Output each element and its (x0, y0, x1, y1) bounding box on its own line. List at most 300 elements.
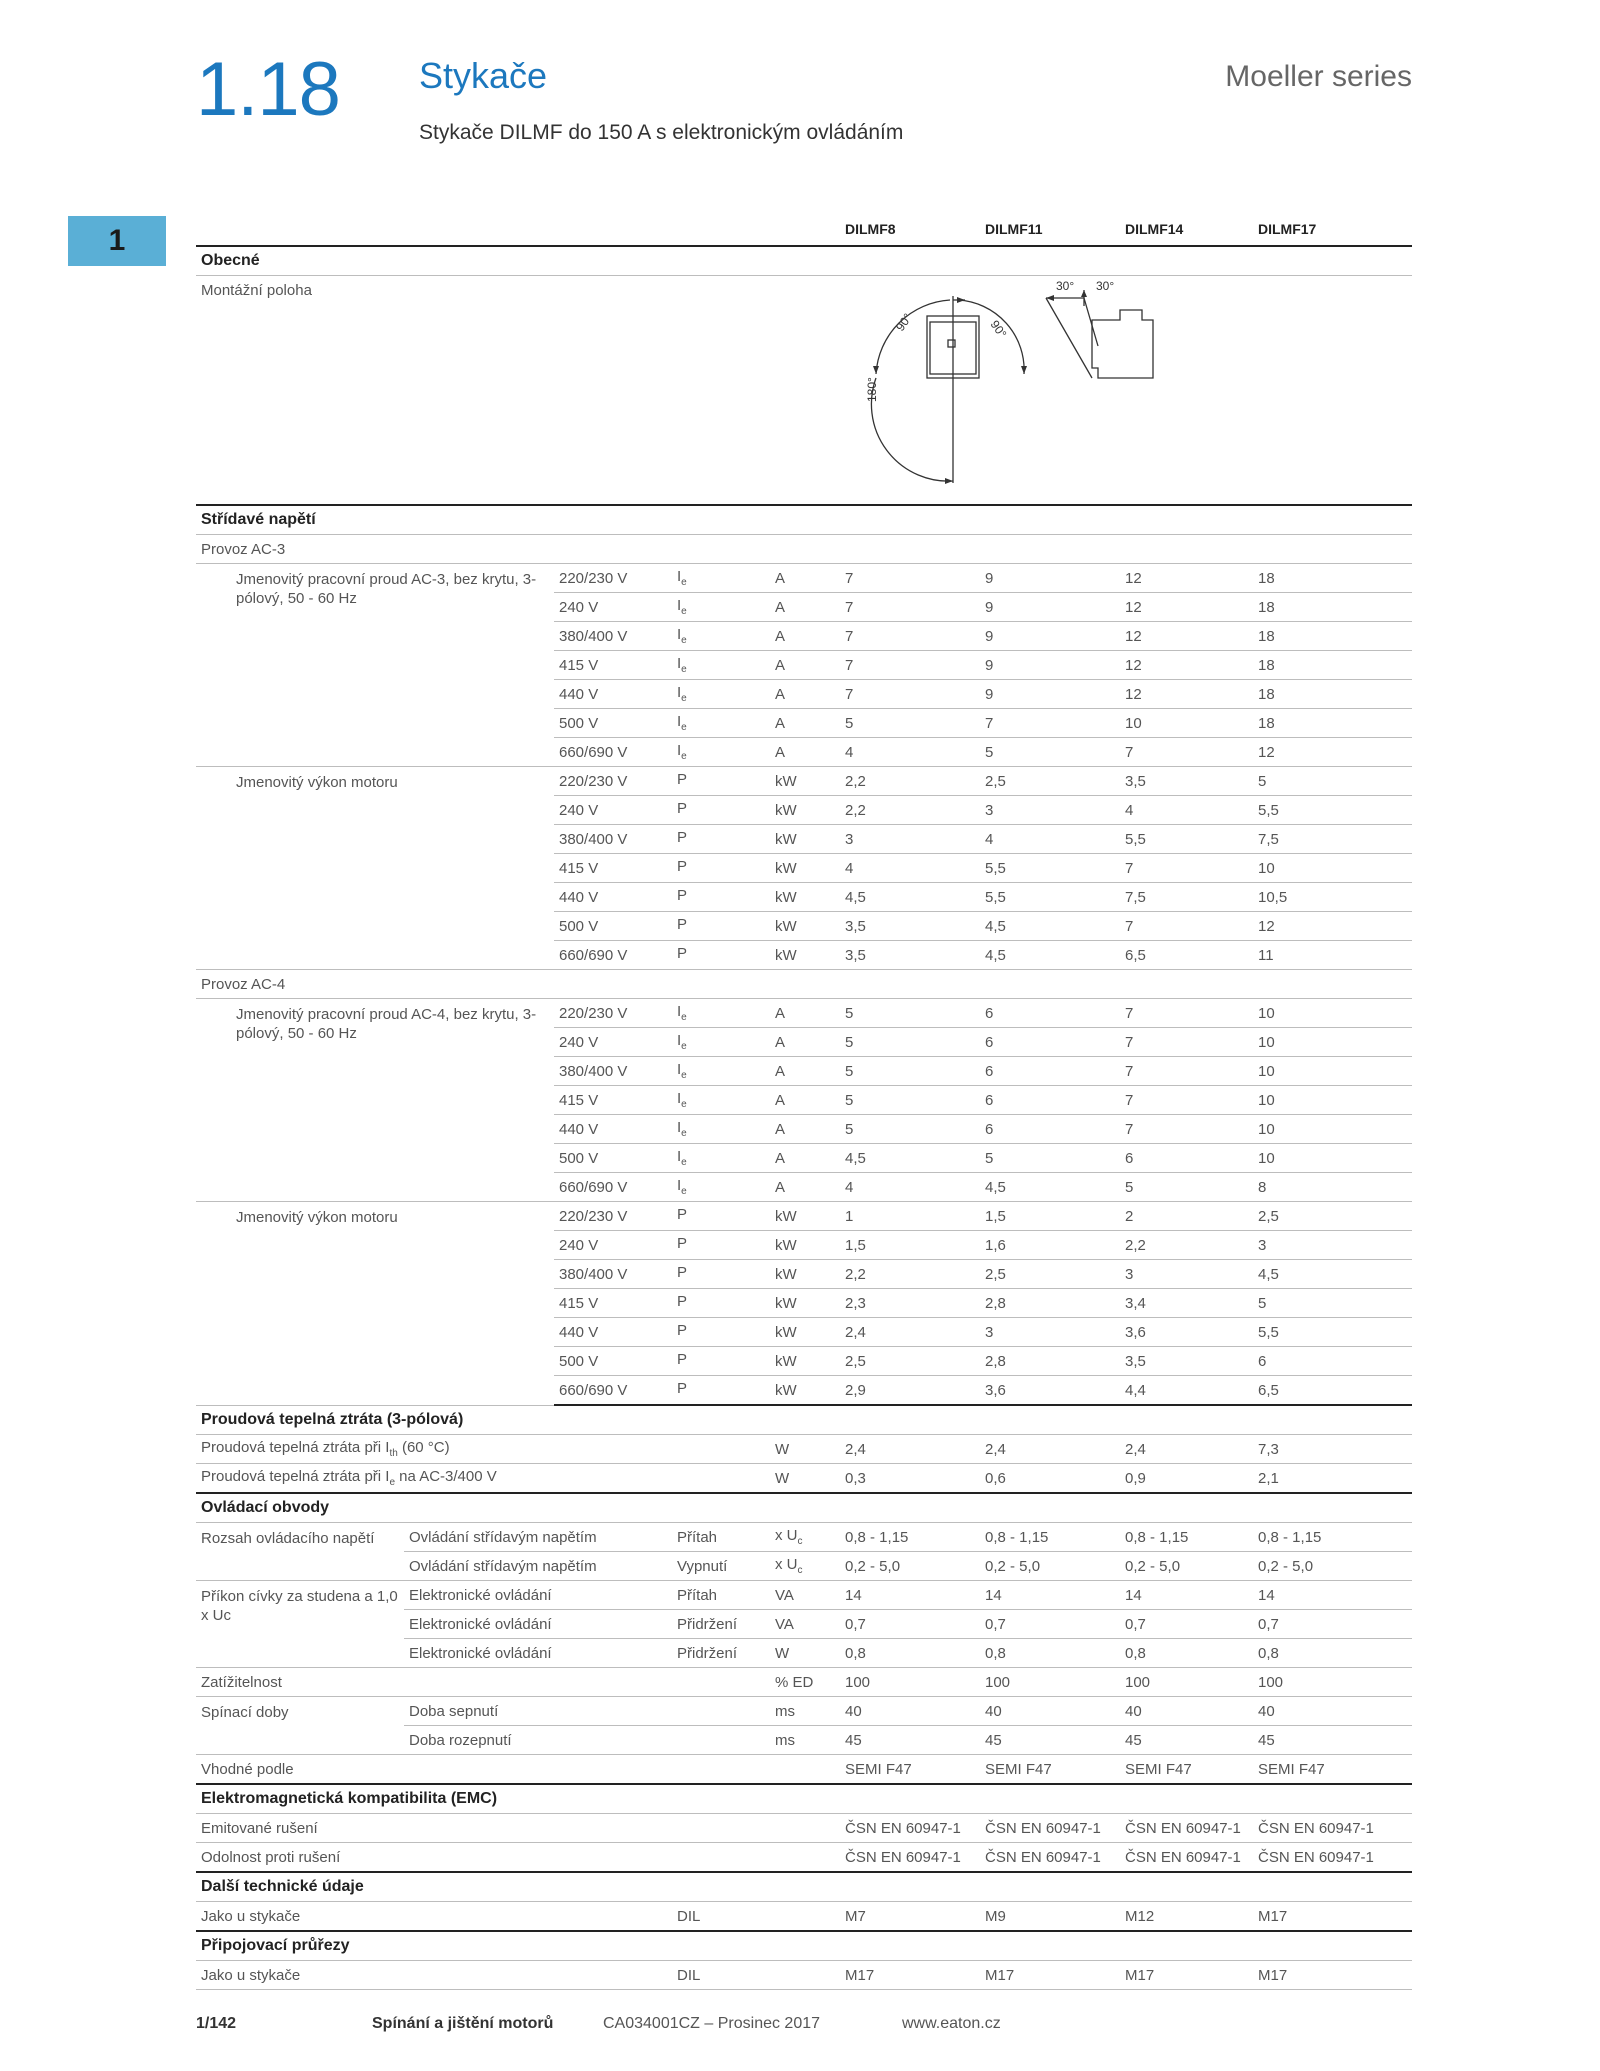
value-cell: 5,5 (980, 854, 1120, 883)
unit-cell: A (770, 1086, 840, 1115)
value-cell: 5,5 (1253, 796, 1412, 825)
symbol-subscript: e (681, 1099, 687, 1110)
value-cell: 10,5 (1253, 883, 1412, 912)
voltage-cell: 440 V (554, 1318, 672, 1347)
value-cell: 5,5 (1120, 825, 1253, 854)
contactor-window-shape (948, 340, 955, 347)
row-label: Rozsah ovládacího napětí (196, 1523, 404, 1581)
value-cell: 7 (1120, 912, 1253, 941)
value-cell: 2,2 (840, 796, 980, 825)
value-cell: ČSN EN 60947-1 (1120, 1843, 1253, 1873)
value-cell: 40 (1120, 1697, 1253, 1726)
value-cell: 2,5 (980, 1260, 1120, 1289)
value-cell: 7 (1120, 1115, 1253, 1144)
unit-cell: kW (770, 767, 840, 796)
value-cell: 4 (840, 738, 980, 767)
value-cell: 5 (840, 999, 980, 1028)
voltage-cell: 660/690 V (554, 1173, 672, 1202)
value-cell: 7 (840, 680, 980, 709)
symbol-subscript: e (681, 1186, 687, 1197)
value-cell: 4 (840, 1173, 980, 1202)
voltage-cell: 240 V (554, 1028, 672, 1057)
value-cell: 3 (980, 1318, 1120, 1347)
value-cell: 0,7 (980, 1610, 1120, 1639)
symbol-cell (672, 1260, 770, 1289)
value-cell: 4,5 (980, 1173, 1120, 1202)
value-cell: 0,8 - 1,15 (1253, 1523, 1412, 1552)
voltage-cell: 660/690 V (554, 941, 672, 970)
unit-cell: ms (770, 1726, 840, 1755)
state-cell: Přítah (672, 1523, 770, 1552)
value-cell: 6,5 (1120, 941, 1253, 970)
value-cell: 5 (840, 1115, 980, 1144)
value-cell: 5 (840, 1057, 980, 1086)
symbol-cell (672, 738, 770, 767)
symbol-text: I (677, 1003, 682, 1020)
value-cell: M9 (980, 1902, 1120, 1932)
value-cell: 100 (1253, 1668, 1412, 1697)
symbol-cell (672, 1057, 770, 1086)
voltage-cell: 220/230 V (554, 999, 672, 1028)
unit-cell: ms (770, 1697, 840, 1726)
voltage-cell: 500 V (554, 1347, 672, 1376)
value-cell: 3,5 (840, 912, 980, 941)
description-cell: Doba sepnutí (404, 1697, 770, 1726)
value-cell: 0,8 (1253, 1639, 1412, 1668)
voltage-cell: 500 V (554, 1144, 672, 1173)
type-cell: DIL (672, 1961, 840, 1990)
value-cell: 5 (1253, 767, 1412, 796)
row-label: Jako u stykače (196, 1902, 672, 1932)
unit-cell: kW (770, 912, 840, 941)
row-label: Vhodné podle (196, 1755, 840, 1785)
value-cell: 3,6 (980, 1376, 1120, 1406)
symbol-subscript: e (681, 1070, 687, 1081)
row-label: Odolnost proti rušení (196, 1843, 840, 1873)
value-cell: 18 (1253, 564, 1412, 593)
label-subscript: th (389, 1448, 398, 1459)
value-cell: 4,5 (840, 883, 980, 912)
symbol-text: I (677, 655, 682, 672)
unit-cell: A (770, 622, 840, 651)
table-row (196, 1581, 1412, 1610)
symbol-text: P (677, 1206, 688, 1223)
symbol-text: P (677, 800, 688, 817)
symbol-text: I (677, 1090, 682, 1107)
value-cell: ČSN EN 60947-1 (980, 1843, 1120, 1873)
symbol-subscript: c (797, 1565, 803, 1576)
value-cell: 18 (1253, 709, 1412, 738)
symbol-subscript: e (681, 722, 687, 733)
table-row (196, 1961, 1412, 1990)
table-row (196, 1668, 1412, 1697)
value-cell: 5 (980, 738, 1120, 767)
voltage-cell: 240 V (554, 796, 672, 825)
table-row (196, 1202, 1412, 1231)
value-cell: 10 (1253, 854, 1412, 883)
value-cell: 12 (1253, 738, 1412, 767)
footer-document: CA034001CZ – Prosinec 2017 (603, 2015, 821, 2032)
value-cell: 2,3 (840, 1289, 980, 1318)
symbol-text: P (677, 1380, 688, 1397)
symbol-text: P (677, 1235, 688, 1252)
symbol-cell (672, 709, 770, 738)
page-subtitle: Stykače DILMF do 150 A s elektronickým ovládáním (419, 121, 904, 144)
value-cell: 0,8 - 1,15 (840, 1523, 980, 1552)
unit-cell: VA (770, 1610, 840, 1639)
value-cell: 6 (980, 1086, 1120, 1115)
value-cell: 2,4 (840, 1435, 980, 1464)
symbol-subscript: e (681, 751, 687, 762)
value-cell: 40 (840, 1697, 980, 1726)
voltage-cell: 380/400 V (554, 1260, 672, 1289)
symbol-text: I (677, 626, 682, 643)
section-row (196, 1872, 1412, 1902)
unit-cell: W (770, 1435, 840, 1464)
voltage-cell: 500 V (554, 709, 672, 738)
section-heading: Další technické údaje (196, 1872, 1412, 1902)
mounting-label: Montážní poloha (196, 276, 840, 506)
unit-cell: kW (770, 941, 840, 970)
unit-cell: kW (770, 854, 840, 883)
description-cell: Ovládání střídavým napětím (404, 1523, 672, 1552)
unit-cell: kW (770, 1376, 840, 1406)
table-row (196, 970, 1412, 999)
unit-cell: A (770, 651, 840, 680)
value-cell: M7 (840, 1902, 980, 1932)
value-cell: 7 (840, 564, 980, 593)
unit-cell: kW (770, 796, 840, 825)
value-cell: 3 (840, 825, 980, 854)
value-cell: 4 (1120, 796, 1253, 825)
value-cell: 6 (980, 1115, 1120, 1144)
value-cell: 0,8 - 1,15 (1120, 1523, 1253, 1552)
value-cell: M17 (1120, 1961, 1253, 1990)
rotation-arc-bottom (871, 378, 953, 481)
value-cell: 4,5 (1253, 1260, 1412, 1289)
symbol-cell (672, 1115, 770, 1144)
rotation-arc-right (958, 300, 1024, 374)
table-row (196, 767, 1412, 796)
symbol-text: I (677, 1148, 682, 1165)
mounting-row (196, 276, 1412, 506)
unit-cell: kW (770, 825, 840, 854)
value-cell: 3,5 (1120, 767, 1253, 796)
value-cell: SEMI F47 (1253, 1755, 1412, 1785)
voltage-cell: 440 V (554, 883, 672, 912)
symbol-cell (672, 1318, 770, 1347)
row-label: Spínací doby (196, 1697, 404, 1755)
value-cell: 0,7 (840, 1610, 980, 1639)
tilt-label-left: 30° (1056, 279, 1075, 293)
value-cell: 8 (1253, 1173, 1412, 1202)
column-header-row (196, 213, 1412, 246)
value-cell: 100 (980, 1668, 1120, 1697)
symbol-cell (672, 825, 770, 854)
contactor-side-shape (1092, 310, 1153, 378)
symbol-cell (672, 593, 770, 622)
value-cell: 0,2 - 5,0 (1120, 1552, 1253, 1581)
unit-cell: kW (770, 1231, 840, 1260)
value-cell: M17 (1253, 1902, 1412, 1932)
value-cell: 45 (840, 1726, 980, 1755)
voltage-cell: 660/690 V (554, 738, 672, 767)
description-cell: Elektronické ovládání (404, 1610, 672, 1639)
table-row (196, 1843, 1412, 1873)
voltage-cell: 220/230 V (554, 564, 672, 593)
value-cell: 7 (1120, 738, 1253, 767)
value-cell: 0,3 (840, 1464, 980, 1494)
value-cell: SEMI F47 (980, 1755, 1120, 1785)
value-cell: 2,2 (840, 767, 980, 796)
voltage-cell: 380/400 V (554, 1057, 672, 1086)
value-cell: 7 (980, 709, 1120, 738)
symbol-text: I (677, 1177, 682, 1194)
value-cell: M17 (980, 1961, 1120, 1990)
rotation-arc-left (876, 300, 950, 374)
unit-cell: A (770, 564, 840, 593)
unit-cell: W (770, 1639, 840, 1668)
voltage-cell: 415 V (554, 1289, 672, 1318)
value-cell: 3 (1253, 1231, 1412, 1260)
value-cell: M12 (1120, 1902, 1253, 1932)
angle-label-left: 90° (892, 310, 915, 334)
unit-cell: % ED (770, 1668, 840, 1697)
symbol-text: P (677, 1322, 688, 1339)
mounting-position-diagram (840, 276, 1340, 498)
description-cell: Elektronické ovládání (404, 1639, 672, 1668)
value-cell: 14 (980, 1581, 1120, 1610)
value-cell: ČSN EN 60947-1 (840, 1843, 980, 1873)
value-cell: 6 (1120, 1144, 1253, 1173)
symbol-subscript: e (681, 1157, 687, 1168)
description-cell: Elektronické ovládání (404, 1581, 672, 1610)
value-cell: 3,6 (1120, 1318, 1253, 1347)
value-cell: 0,8 (980, 1639, 1120, 1668)
voltage-cell: 415 V (554, 651, 672, 680)
value-cell: 1,5 (840, 1231, 980, 1260)
value-cell: 10 (1253, 1144, 1412, 1173)
section-heading: Elektromagnetická kompatibilita (EMC) (196, 1784, 1412, 1814)
value-cell: 3 (980, 796, 1120, 825)
description-cell: Ovládání střídavým napětím (404, 1552, 672, 1581)
symbol-subscript: e (681, 693, 687, 704)
value-cell: 3,5 (1120, 1347, 1253, 1376)
value-cell: 9 (980, 593, 1120, 622)
value-cell: SEMI F47 (1120, 1755, 1253, 1785)
value-cell: 1,6 (980, 1231, 1120, 1260)
value-cell: 14 (1120, 1581, 1253, 1610)
voltage-cell: 240 V (554, 593, 672, 622)
symbol-subscript: e (681, 577, 687, 588)
symbol-text: P (677, 916, 688, 933)
value-cell: 2,5 (1253, 1202, 1412, 1231)
section-row (196, 505, 1412, 535)
value-cell: 9 (980, 564, 1120, 593)
value-cell: 7,5 (1253, 825, 1412, 854)
value-cell: 2,4 (840, 1318, 980, 1347)
value-cell: ČSN EN 60947-1 (1120, 1814, 1253, 1843)
value-cell: SEMI F47 (840, 1755, 980, 1785)
value-cell: 18 (1253, 651, 1412, 680)
value-cell: 6,5 (1253, 1376, 1412, 1406)
value-cell: 10 (1253, 1115, 1412, 1144)
footer-topic: Spínání a jištění motorů (372, 2015, 554, 2032)
value-cell: 7 (840, 622, 980, 651)
section-heading: Připojovací průřezy (196, 1931, 1412, 1961)
row-label: Jako u stykače (196, 1961, 672, 1990)
value-cell: 4,5 (980, 912, 1120, 941)
value-cell: 0,2 - 5,0 (1253, 1552, 1412, 1581)
spec-table (196, 213, 1412, 1990)
unit-cell: kW (770, 1318, 840, 1347)
unit-cell: kW (770, 1347, 840, 1376)
value-cell: 2,8 (980, 1347, 1120, 1376)
symbol-text: P (677, 858, 688, 875)
value-cell: 18 (1253, 622, 1412, 651)
value-cell: 10 (1253, 1057, 1412, 1086)
symbol-text: P (677, 1351, 688, 1368)
column-header: DILMF8 (840, 213, 980, 246)
symbol-cell (672, 1144, 770, 1173)
symbol-cell (672, 767, 770, 796)
state-cell: Vypnutí (672, 1552, 770, 1581)
footer-website[interactable]: www.eaton.cz (902, 2015, 1001, 2032)
value-cell: 6 (980, 1028, 1120, 1057)
value-cell: 0,7 (1253, 1610, 1412, 1639)
value-cell: 3,5 (840, 941, 980, 970)
value-cell: 40 (980, 1697, 1120, 1726)
value-cell: ČSN EN 60947-1 (840, 1814, 980, 1843)
column-header: DILMF14 (1120, 213, 1253, 246)
table-row (196, 1697, 1412, 1726)
symbol-cell (672, 1231, 770, 1260)
table-row (196, 1435, 1412, 1464)
state-cell: Přítah (672, 1581, 770, 1610)
symbol-cell (672, 1289, 770, 1318)
value-cell: 7 (1120, 1028, 1253, 1057)
value-cell: 14 (1253, 1581, 1412, 1610)
unit-cell: A (770, 709, 840, 738)
chapter-tab[interactable]: 1 (68, 216, 166, 266)
value-cell: 4,5 (980, 941, 1120, 970)
value-cell: 14 (840, 1581, 980, 1610)
value-cell: ČSN EN 60947-1 (980, 1814, 1120, 1843)
section-heading: Obecné (196, 246, 1412, 276)
value-cell: 12 (1253, 912, 1412, 941)
series-label: Moeller series (1225, 60, 1412, 93)
value-cell: 5 (840, 1086, 980, 1115)
state-cell: Přidržení (672, 1639, 770, 1668)
table-row (196, 1523, 1412, 1552)
value-cell: 6 (1253, 1347, 1412, 1376)
value-cell: 2,5 (840, 1347, 980, 1376)
row-label: Zatížitelnost (196, 1668, 770, 1697)
symbol-subscript: e (681, 1128, 687, 1139)
unit-cell: A (770, 1057, 840, 1086)
mounting-diagram (840, 276, 1412, 506)
value-cell: 0,8 - 1,15 (980, 1523, 1120, 1552)
symbol-text: I (677, 742, 682, 759)
symbol-text: x U (775, 1556, 798, 1573)
value-cell: 0,8 (1120, 1639, 1253, 1668)
voltage-cell: 380/400 V (554, 825, 672, 854)
value-cell: 9 (980, 651, 1120, 680)
voltage-cell: 440 V (554, 680, 672, 709)
unit-cell: A (770, 1144, 840, 1173)
symbol-subscript: c (797, 1536, 803, 1547)
symbol-text: x U (775, 1527, 798, 1544)
voltage-cell: 660/690 V (554, 1376, 672, 1406)
symbol-cell (672, 999, 770, 1028)
row-label (196, 1435, 770, 1464)
section-heading: Proudová tepelná ztráta (3-pólová) (196, 1405, 1412, 1435)
voltage-cell: 220/230 V (554, 1202, 672, 1231)
symbol-text: I (677, 597, 682, 614)
value-cell: 6 (980, 1057, 1120, 1086)
value-cell: 0,2 - 5,0 (840, 1552, 980, 1581)
symbol-text: I (677, 713, 682, 730)
symbol-text: P (677, 945, 688, 962)
unit-cell: kW (770, 1202, 840, 1231)
value-cell: 1,5 (980, 1202, 1120, 1231)
value-cell: 7 (1120, 999, 1253, 1028)
row-label: Jmenovitý výkon motoru (196, 767, 554, 970)
symbol-cell (672, 1202, 770, 1231)
row-label: Emitované rušení (196, 1814, 840, 1843)
symbol-text: I (677, 1032, 682, 1049)
voltage-cell: 380/400 V (554, 622, 672, 651)
value-cell: 5 (980, 1144, 1120, 1173)
row-label: Jmenovitý pracovní proud AC-3, bez krytu, 3-pólový, 50 - 60 Hz (196, 564, 554, 767)
value-cell: 5 (840, 1028, 980, 1057)
value-cell: 12 (1120, 680, 1253, 709)
unit-cell (770, 1523, 840, 1552)
footer-page-number: 1/142 (196, 2015, 237, 2032)
value-cell: 10 (1253, 1086, 1412, 1115)
symbol-text: P (677, 771, 688, 788)
value-cell: 100 (1120, 1668, 1253, 1697)
value-cell: 2,9 (840, 1376, 980, 1406)
row-label (196, 1464, 770, 1494)
symbol-cell (672, 622, 770, 651)
label-text: (60 °C) (397, 1439, 450, 1456)
unit-cell: A (770, 738, 840, 767)
section-row (196, 1493, 1412, 1523)
page-title: Stykače (419, 55, 548, 96)
symbol-cell (672, 854, 770, 883)
value-cell: 7 (840, 651, 980, 680)
value-cell: 5 (840, 709, 980, 738)
symbol-subscript: e (681, 1041, 687, 1052)
value-cell: 2,5 (980, 767, 1120, 796)
unit-cell (770, 1552, 840, 1581)
unit-cell: A (770, 999, 840, 1028)
symbol-cell (672, 1173, 770, 1202)
section-number: 1.18 (196, 47, 340, 132)
row-label: Jmenovitý pracovní proud AC-4, bez krytu, 3-pólový, 50 - 60 Hz (196, 999, 554, 1202)
value-cell: 2,8 (980, 1289, 1120, 1318)
value-cell: 4 (840, 854, 980, 883)
unit-cell: kW (770, 1289, 840, 1318)
value-cell: 6 (980, 999, 1120, 1028)
value-cell: 12 (1120, 593, 1253, 622)
symbol-subscript: e (681, 635, 687, 646)
value-cell: 2,2 (840, 1260, 980, 1289)
symbol-text: P (677, 1264, 688, 1281)
table-row (196, 1464, 1412, 1494)
value-cell: 7 (840, 593, 980, 622)
